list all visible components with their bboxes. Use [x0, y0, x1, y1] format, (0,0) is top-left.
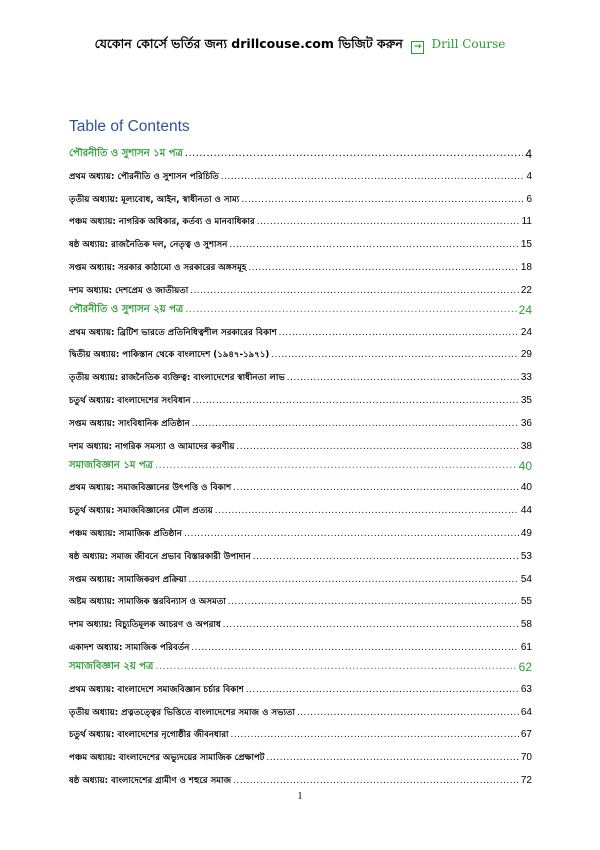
dot-leader — [184, 528, 519, 540]
toc-page-number: 70 — [520, 752, 532, 764]
dot-leader — [257, 216, 520, 228]
toc-entry-text: তৃতীয় অধ্যায়: প্রত্নতত্ত্বের ভিত্তিতে বাংলাদেশের সমাজ ও সভ্যতা — [69, 707, 295, 718]
table-of-contents — [69, 141, 532, 787]
toc-page-number: 11 — [521, 216, 532, 228]
dot-leader — [253, 551, 519, 563]
toc-entry-text: প্রথম অধ্যায়: সমাজবিজ্ঞানের উৎপত্তি ও বিকাশ — [69, 483, 232, 494]
toc-page-number: 61 — [520, 641, 532, 653]
dot-leader — [233, 482, 519, 494]
toc-entry-text: তৃতীয় অধ্যায়: মূল্যবোধ, আইন, স্বাধীনতা ও সাম্য — [69, 194, 240, 205]
arrow-right-icon: → — [411, 41, 424, 54]
toc-entry-link[interactable] — [69, 673, 532, 696]
dot-leader — [279, 327, 519, 339]
header-text: যেকোন কোর্সে ভর্তির জন্য drillcouse.com ভিজিট করুন — [94, 36, 403, 51]
toc-entry-text: পঞ্চম অধ্যায়: বাংলাদেশের অভ্যুদয়ের সামাজিক প্রেক্ষাপট — [69, 753, 265, 764]
dot-leader — [241, 194, 524, 206]
toc-entry-link[interactable] — [69, 741, 532, 764]
dot-leader — [228, 596, 519, 608]
toc-entry-text: সমাজবিজ্ঞান ১ম পত্র — [69, 459, 154, 471]
toc-entry-text: একাদশ অধ্যায়: সামাজিক পরিবর্তন — [69, 642, 190, 653]
toc-page-number: 38 — [520, 440, 532, 452]
toc-page-number: 54 — [520, 573, 532, 585]
toc-page-number: 64 — [520, 706, 532, 718]
toc-page-number: 24 — [520, 326, 532, 338]
toc-entry-link[interactable] — [69, 361, 532, 384]
toc-page-number: 4 — [526, 170, 532, 182]
dot-leader — [271, 349, 519, 361]
dot-leader — [185, 148, 523, 160]
dot-leader — [190, 285, 519, 297]
toc-page-number: 29 — [520, 349, 532, 361]
toc-entry-text: ষষ্ঠ অধ্যায়: সমাজ জীবনে প্রভাব বিস্তারকারী উপাদান — [69, 551, 251, 562]
toc-section-link[interactable] — [69, 297, 532, 316]
toc-entry-text: অষ্টম অধ্যায়: সামাজিক স্তরবিন্যাস ও অসমতা — [69, 597, 226, 608]
toc-page-number: 67 — [520, 729, 532, 741]
dot-leader — [233, 775, 519, 787]
toc-entry-link[interactable] — [69, 339, 532, 362]
dot-leader — [155, 661, 516, 673]
page-header — [0, 36, 600, 56]
toc-page-number: 24 — [518, 302, 532, 317]
dot-leader — [236, 441, 518, 453]
toc-entry-text: পৌরনীতি ও সুশাসন ১ম পত্র — [69, 148, 183, 159]
toc-entry-text: দশম অধ্যায়: নাগরিক সমস্যা ও আমাদের করণীয় — [69, 441, 235, 452]
dot-leader — [215, 505, 519, 517]
toc-page-number: 55 — [520, 596, 532, 608]
toc-page-number: 18 — [520, 261, 532, 273]
toc-entry-link[interactable] — [69, 586, 532, 609]
toc-title: Table of Contents — [69, 118, 190, 135]
dot-leader — [155, 460, 517, 472]
toc-page-number: 33 — [520, 372, 532, 384]
toc-entry-text: দশম অধ্যায়: বিচ্যুতিমূলক আচরণ ও অপরাধ — [69, 620, 221, 631]
dot-leader — [287, 372, 519, 384]
toc-entry-text: চতুর্থ অধ্যায়: সমাজবিজ্ঞানের মৌল প্রত্যয় — [69, 506, 213, 517]
toc-section-link[interactable] — [69, 141, 532, 160]
toc-page-number: 22 — [520, 284, 532, 296]
toc-entry-text: সপ্তম অধ্যায়: সরকার কাঠামো ও সরকারের অঙ্গসমূহ — [69, 262, 247, 273]
dot-leader — [193, 395, 519, 407]
toc-section-link[interactable] — [69, 453, 532, 472]
dot-leader — [248, 262, 518, 274]
toc-page-number: 6 — [526, 193, 532, 205]
toc-page-number: 15 — [520, 239, 532, 251]
toc-entry-link[interactable] — [69, 719, 532, 742]
toc-page-number: 62 — [518, 659, 532, 674]
toc-entry-link[interactable] — [69, 430, 532, 453]
toc-entry-text: সপ্তম অধ্যায়: সামাজিকরণ প্রক্রিয়া — [69, 574, 187, 585]
toc-entry-text: প্রথম অধ্যায়: বাংলাদেশে সমাজবিজ্ঞান চর্চার বিকাশ — [69, 684, 244, 695]
toc-entry-text: প্রথম অধ্যায়: পৌরনীতি ও সুশাসন পরিচিতি — [69, 171, 219, 182]
toc-entry-text: চতুর্থ অধ্যায়: বাংলাদেশের সংবিধান — [69, 395, 191, 406]
toc-entry-link[interactable] — [69, 206, 532, 229]
toc-entry-link[interactable] — [69, 764, 532, 787]
toc-entry-link[interactable] — [69, 407, 532, 430]
dot-leader — [266, 752, 518, 764]
toc-entry-link[interactable] — [69, 494, 532, 517]
toc-page-number: 40 — [520, 482, 532, 494]
toc-page-number: 72 — [520, 774, 532, 786]
toc-entry-link[interactable] — [69, 251, 532, 274]
dot-leader — [246, 684, 519, 696]
dot-leader — [231, 729, 519, 741]
toc-page-number: 58 — [520, 619, 532, 631]
toc-page-number: 49 — [520, 527, 532, 539]
toc-entry-text: দ্বিতীয় অধ্যায়: পাকিস্তান থেকে বাংলাদেশ (১৯৪৭-১৯৭১) — [69, 350, 270, 361]
toc-entry-link[interactable] — [69, 316, 532, 339]
toc-entry-text: ষষ্ঠ অধ্যায়: বাংলাদেশের গ্রামীণ ও শহুরে সমাজ — [69, 775, 232, 786]
toc-entry-link[interactable] — [69, 183, 532, 206]
dot-leader — [185, 304, 516, 316]
toc-page-number: 4 — [525, 147, 532, 161]
toc-entry-text: সপ্তম অধ্যায়: সাংবিধানিক প্রতিষ্ঠান — [69, 418, 190, 429]
toc-entry-text: প্রথম অধ্যায়: ব্রিটিশ ভারতে প্রতিনিধিত্বশীল সরকারের বিকাশ — [69, 327, 277, 338]
toc-page-number: 40 — [518, 458, 532, 473]
toc-entry-link[interactable] — [69, 384, 532, 407]
toc-entry-text: তৃতীয় অধ্যায়: রাজনৈতিক ব্যক্তিত্ব: বাংলাদেশের স্বাধীনতা লাভ — [69, 373, 285, 384]
toc-entry-link[interactable] — [69, 631, 532, 654]
toc-page-number: 63 — [520, 683, 532, 695]
toc-entry-text: সমাজবিজ্ঞান ২য় পত্র — [69, 660, 154, 672]
dot-leader — [188, 574, 519, 586]
dot-leader — [223, 619, 519, 631]
dot-leader — [192, 418, 519, 430]
toc-entry-text: পৌরনীতি ও সুশাসন ২য় পত্র — [69, 303, 184, 315]
toc-entry-link[interactable] — [69, 160, 532, 183]
toc-entry-link[interactable] — [69, 563, 532, 586]
toc-page-number: 53 — [520, 550, 532, 562]
dot-leader — [221, 171, 525, 183]
toc-entry-link[interactable] — [69, 608, 532, 631]
drill-course-link[interactable]: Drill Course — [431, 37, 506, 51]
toc-entry-link[interactable] — [69, 540, 532, 563]
dot-leader — [297, 707, 519, 719]
page-number: 1 — [297, 791, 303, 802]
toc-entry-text: চতুর্থ অধ্যায়: বাংলাদেশের নৃগোষ্ঠীর জীবনধারা — [69, 730, 229, 741]
toc-entry-text: ষষ্ঠ অধ্যায়: রাজনৈতিক দল, নেতৃত্ব ও সুশাসন — [69, 240, 228, 251]
toc-entry-link[interactable] — [69, 274, 532, 297]
toc-page-number: 36 — [520, 417, 532, 429]
toc-section-link[interactable] — [69, 654, 532, 673]
dot-leader — [229, 239, 519, 251]
toc-entry-link[interactable] — [69, 472, 532, 495]
toc-entry-link[interactable] — [69, 228, 532, 251]
dot-leader — [191, 642, 519, 654]
toc-page-number: 44 — [520, 505, 532, 517]
toc-entry-text: পঞ্চম অধ্যায়: সামাজিক প্রতিষ্ঠান — [69, 528, 182, 539]
toc-page-number: 35 — [520, 394, 532, 406]
toc-entry-link[interactable] — [69, 517, 532, 540]
toc-entry-text: পঞ্চম অধ্যায়: নাগরিক অধিকার, কর্তব্য ও মানবাধিকার — [69, 217, 255, 228]
toc-entry-link[interactable] — [69, 696, 532, 719]
toc-entry-text: দশম অধ্যায়: দেশপ্রেম ও জাতীয়তা — [69, 285, 189, 296]
